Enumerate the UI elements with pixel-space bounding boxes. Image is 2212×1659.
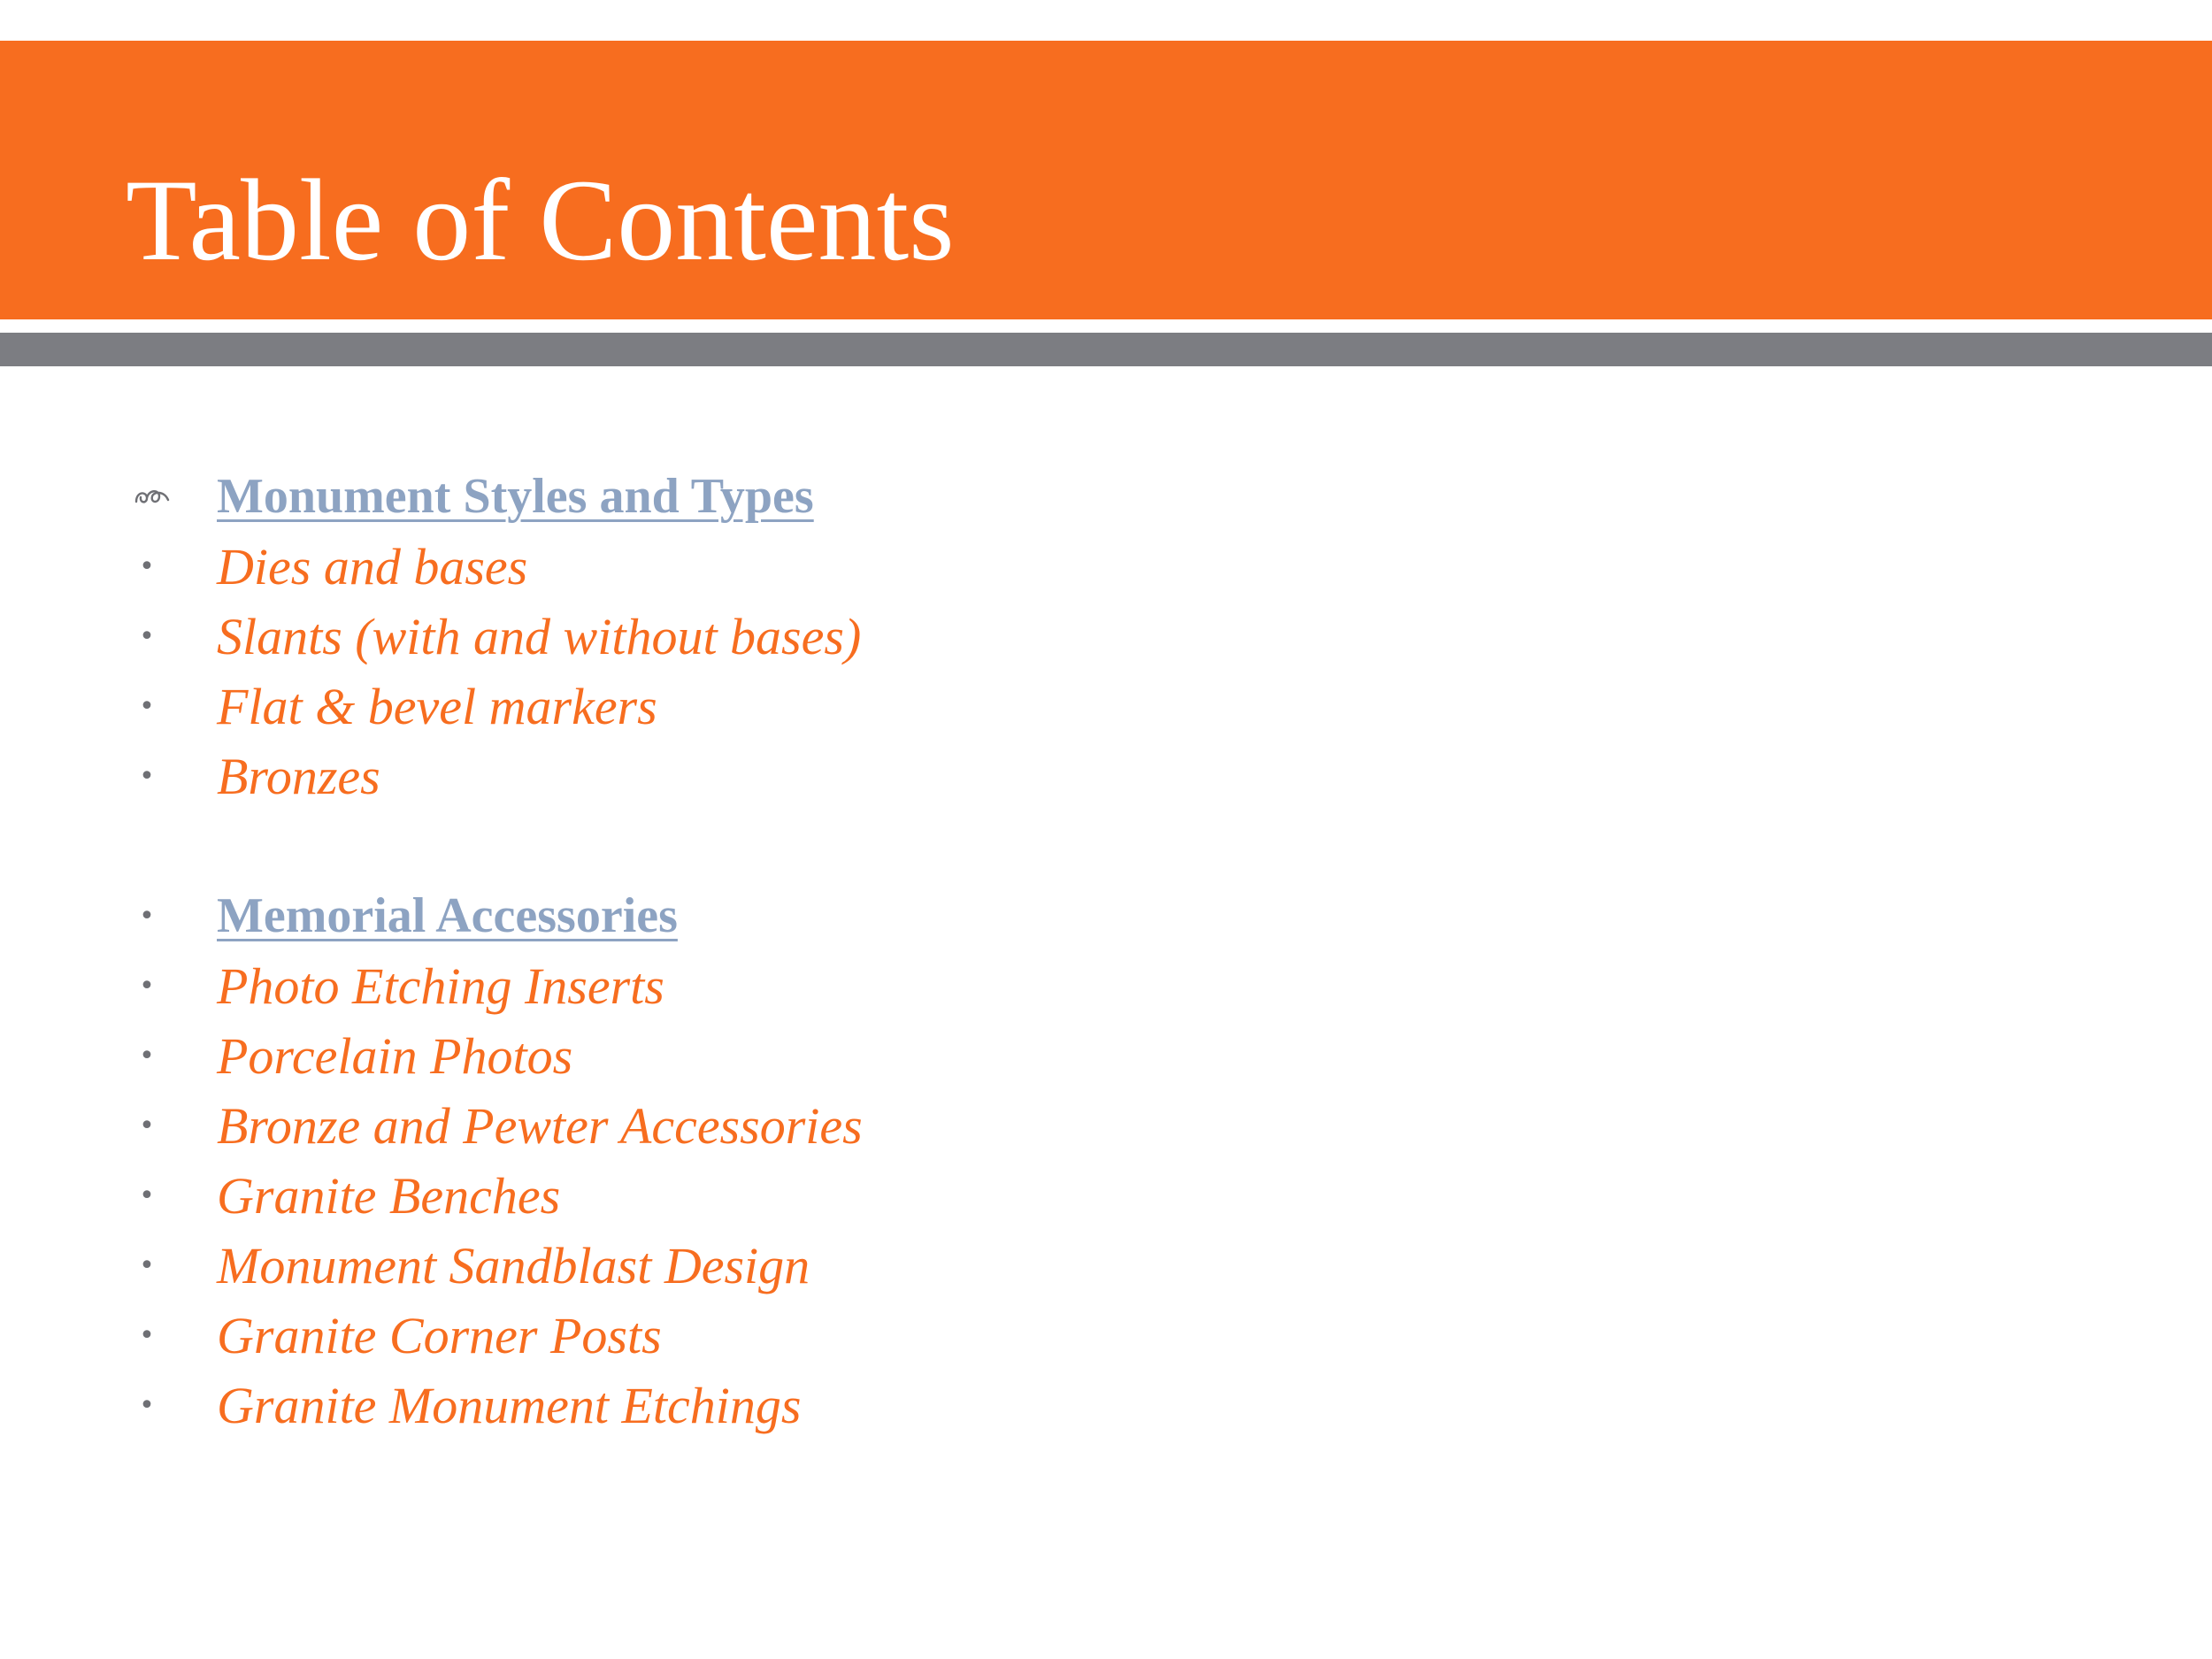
toc-entry: Bronze and Pewter Accessories [217,1097,863,1155]
toc-section-heading-memorial-accessories[interactable] [0,881,1239,951]
dot-bullet-icon: • [139,1320,155,1351]
toc-entry: Flat & bevel markers [217,678,657,735]
dot-bullet-icon: • [139,1250,155,1281]
table-of-contents-list [0,462,1239,1440]
toc-entry: Slants (with and without bases) [217,608,862,665]
list-item [0,1161,1239,1231]
toc-link-memorial-accessories[interactable]: Memorial Accessories [217,888,678,943]
toc-section-heading-monument-styles[interactable] [0,462,1239,532]
dot-bullet-icon: • [139,1110,155,1141]
dot-bullet-icon: • [139,621,155,652]
title-banner [0,41,2212,319]
list-item [0,672,1239,741]
divider-bar [0,333,2212,366]
list-item [0,1301,1239,1371]
toc-entry: Monument Sandblast Design [217,1237,810,1294]
dot-bullet-icon: • [139,551,155,582]
dot-bullet-icon: • [139,1390,155,1421]
dot-bullet-icon: • [139,901,155,932]
toc-entry: Granite Corner Posts [217,1307,662,1364]
toc-entry: Dies and bases [217,538,528,595]
toc-entry: Photo Etching Inserts [217,957,664,1015]
list-item [0,1091,1239,1161]
slide-title: Table of Contents [126,155,955,285]
dot-bullet-icon: • [139,1180,155,1211]
list-item [0,532,1239,602]
list-item [0,1021,1239,1091]
dot-bullet-icon: • [139,691,155,722]
dot-bullet-icon: • [139,761,155,792]
toc-entry: Porcelain Photos [217,1027,573,1085]
list-item [0,1371,1239,1440]
dot-bullet-icon: • [139,1041,155,1071]
swirl-bullet-icon [133,462,168,532]
divider-gap [0,319,2212,333]
dot-bullet-icon: • [139,971,155,1002]
list-item [0,602,1239,672]
list-item [0,1231,1239,1301]
toc-entry: Granite Benches [217,1167,561,1225]
toc-entry: Granite Monument Etchings [217,1377,802,1434]
list-item [0,741,1239,811]
list-item [0,951,1239,1021]
list-spacer [0,811,1239,881]
toc-entry: Bronzes [217,748,380,805]
toc-link-monument-styles[interactable]: Monument Styles and Types [217,469,814,524]
